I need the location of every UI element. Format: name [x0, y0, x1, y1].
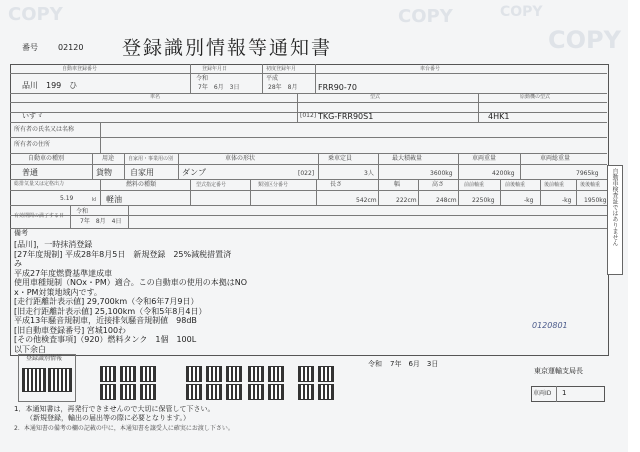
model-value: TKG-FRR90S1	[318, 112, 374, 121]
qr-code	[120, 366, 136, 382]
front-axle-label: 前前軸重	[464, 182, 485, 188]
qr-label: 登録識別情報	[26, 355, 63, 362]
remarks-label: 備考	[14, 229, 28, 237]
qr-code	[206, 384, 222, 400]
engine-label: 原動機の型式	[520, 94, 551, 100]
vehicle-id-label: 車両ID	[533, 390, 552, 397]
qr-code	[268, 366, 284, 382]
displacement-value: 5.19	[60, 195, 74, 202]
chassis-label: 車台番号	[420, 66, 441, 72]
remarks-line: x・PM対策地域内です。	[14, 287, 102, 297]
qr-code	[186, 366, 202, 382]
front-rear-label: 前後軸重	[505, 182, 526, 188]
remarks-line: 平成13年騒音規制車，近接排気騒音規制値 98dB	[14, 316, 197, 325]
kind-value: 普通	[22, 168, 38, 177]
remarks-line: 使用車種規制（NOx・PM）適合。この自動車の使用の本拠はNO	[14, 278, 248, 287]
capacity-label: 乗車定員	[328, 155, 353, 162]
remarks-line: [品川]，一時抹消登録	[14, 240, 93, 249]
remarks-line: [27年度規制] 平成28年8月5日 新規登録 25%減税措置済	[14, 249, 232, 259]
qr-code	[100, 384, 116, 400]
qr-code	[226, 366, 242, 382]
qr-code	[226, 384, 242, 400]
capacity-value: 3人	[364, 170, 374, 177]
expiry-label: 有効期間の満了する日	[14, 213, 65, 219]
displacement-label: 総排気量又は定格出力	[14, 181, 65, 187]
width-label: 幅	[394, 181, 401, 188]
rear-front-label: 後前軸重	[544, 182, 565, 188]
first-reg-label: 初度登録年月	[266, 66, 297, 72]
qr-code	[248, 384, 264, 400]
body-label: 車体の形状	[225, 155, 256, 162]
fuel-label: 燃料の種類	[126, 181, 157, 188]
remarks-line: [旧走行距離計表示値] 25,100km（令和5年8月4日）	[14, 306, 207, 316]
serial-number: 02120	[58, 43, 84, 52]
remarks-line: み	[14, 259, 22, 268]
qr-code	[318, 384, 334, 400]
remarks-line: 以下余白	[14, 344, 46, 354]
engine-value: 4HK1	[488, 112, 510, 121]
copy-watermark: COPY	[8, 4, 63, 25]
private-label: 自家用・事業用の別	[128, 156, 174, 162]
reg-date: 7年 6月 3日	[198, 84, 240, 91]
rear-rear-label: 後後軸重	[580, 182, 601, 188]
qr-code	[268, 384, 284, 400]
qr-code	[206, 366, 222, 382]
model-label: 型式	[370, 94, 381, 100]
height-label: 高さ	[432, 181, 445, 188]
qr-code	[100, 366, 116, 382]
qr-code	[248, 366, 264, 382]
reg-date-label: 登録年月日	[202, 66, 228, 72]
gross-value: 7965kg	[576, 170, 599, 177]
weight-label: 車両重量	[472, 155, 497, 162]
serial-label: 番号	[22, 43, 38, 52]
rear-front-value: -kg	[562, 197, 572, 204]
owner-address-label: 所有者の住所	[14, 141, 51, 148]
max-load-label: 最大積載量	[392, 155, 423, 162]
document-title: 登録識別情報等通知書	[122, 37, 333, 59]
body-code: [022]	[298, 170, 315, 177]
qr-code	[22, 368, 46, 392]
owner-name-label: 所有者の氏名又は名称	[14, 126, 75, 133]
qr-code	[140, 366, 156, 382]
plate-label: 自動車登録番号	[62, 66, 98, 72]
qr-code	[140, 384, 156, 400]
kind-label: 自動車の種別	[28, 155, 65, 162]
rear-rear-value: 1950kg	[584, 197, 607, 204]
copy-watermark: COPY	[548, 26, 621, 54]
use-label: 用途	[102, 155, 115, 162]
height-value: 248cm	[436, 197, 457, 204]
length-value: 542cm	[356, 197, 377, 204]
expiry-date: 7年 8月 4日	[80, 218, 122, 225]
remarks-line: [旧自動車登録番号] 宮城100わ	[14, 325, 127, 335]
maker-value: いすゞ	[22, 112, 43, 120]
qr-code	[120, 384, 136, 400]
remarks-line: [その他検査事項]（920）燃料タンク 1個 100L	[14, 335, 197, 344]
body-value: ダンプ	[182, 168, 207, 177]
copy-watermark: COPY	[398, 6, 453, 27]
qr-code	[318, 366, 334, 382]
plate-value: 品川 199 ひ	[22, 81, 78, 90]
length-label: 長さ	[330, 181, 343, 188]
weight-value: 4200kg	[492, 170, 515, 177]
displacement-unit: kl	[92, 197, 97, 203]
handwritten-note: 0120801	[532, 321, 568, 330]
model-code: [012]	[300, 112, 317, 119]
reg-era: 令和	[196, 75, 209, 82]
first-reg-date: 28年 8月	[268, 84, 298, 91]
use-value: 貨物	[96, 168, 112, 177]
qr-code	[298, 384, 314, 400]
footer-note: 1．本通知書は，再発行できませんので大切に保管して下さい。	[14, 405, 215, 413]
qr-code	[186, 384, 202, 400]
page-margin	[628, 0, 640, 452]
width-value: 222cm	[396, 197, 417, 204]
qr-code	[48, 368, 72, 392]
issue-date: 7年 6月 3日	[390, 360, 439, 368]
side-note: 自動車検査証ではありません	[611, 168, 618, 246]
max-load-value: 3600kg	[430, 170, 453, 177]
footer-note: 2．本通知書の備考の欄の記載の中に，本通知書を譲受人に確実にお渡し下さい。	[14, 425, 234, 432]
remarks-line: 平成27年度燃費基準達成車	[14, 268, 113, 278]
copy-watermark: COPY	[500, 4, 543, 20]
expiry-era: 令和	[76, 208, 89, 215]
class-label: 類別区分番号	[258, 182, 289, 188]
first-reg-era: 平成	[266, 75, 279, 82]
footer-note: （新規登録，輸出の届出等の際に必要となります。）	[26, 414, 190, 422]
front-rear-value: -kg	[524, 197, 534, 204]
remarks-line: [走行距離計表示値] 29,700km（令和6年7月9日）	[14, 297, 199, 306]
vehicle-id-value: 1	[562, 389, 567, 397]
issuer: 東京運輸支局長	[534, 367, 583, 375]
issue-era: 令和	[368, 360, 382, 368]
type-approval-label: 型式指定番号	[196, 182, 227, 188]
maker-label: 車名	[150, 94, 161, 100]
remarks-lines	[14, 240, 247, 354]
private-value: 自家用	[130, 168, 154, 177]
chassis-value: FRR90-70	[318, 83, 357, 92]
qr-code	[298, 366, 314, 382]
gross-label: 車両総重量	[540, 155, 571, 162]
front-axle-value: 2250kg	[472, 197, 495, 204]
fuel-value: 軽油	[106, 195, 122, 204]
